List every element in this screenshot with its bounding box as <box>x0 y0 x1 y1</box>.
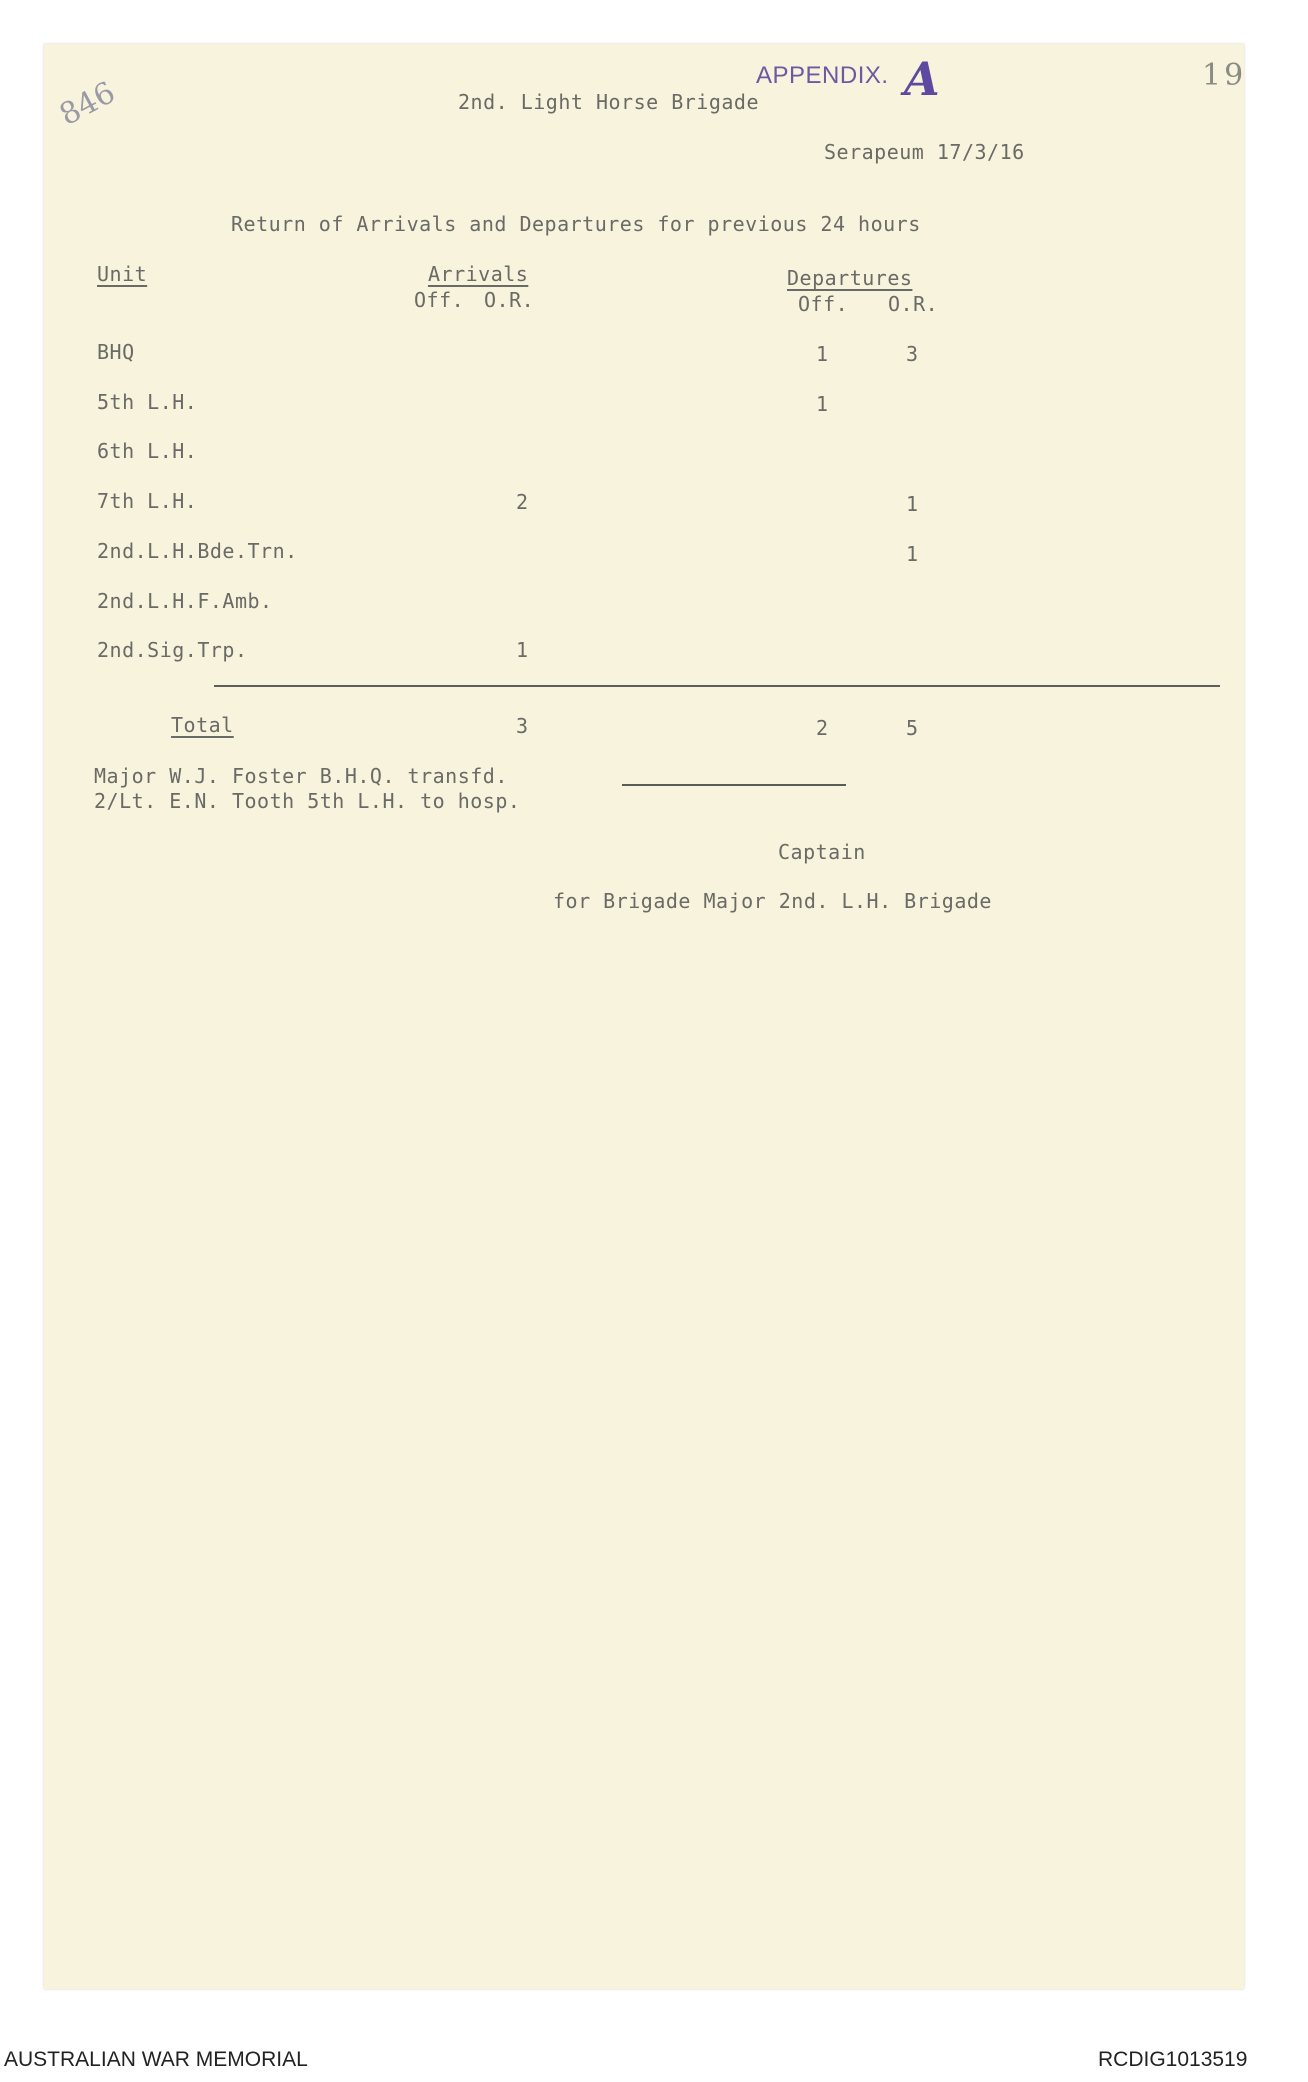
appendix-stamp: APPENDIX. <box>756 62 889 89</box>
row-unit: 7th L.H. <box>97 489 198 513</box>
footer-left: AUSTRALIAN WAR MEMORIAL <box>4 2048 308 2071</box>
note-line: Major W.J. Foster B.H.Q. transfd. <box>94 764 508 788</box>
row-unit: BHQ <box>97 340 135 364</box>
folio-number: 846 <box>54 75 121 133</box>
brigade-heading: 2nd. Light Horse Brigade <box>458 90 759 114</box>
departures-heading: Departures <box>787 266 913 290</box>
return-title: Return of Arrivals and Departures for previous 24 hours <box>231 212 921 236</box>
signature-line <box>622 784 846 786</box>
total-dep-or: 5 <box>906 716 919 740</box>
row-dep-off: 1 <box>816 342 829 366</box>
departures-or-heading: O.R. <box>888 292 939 316</box>
total-label: Total <box>171 713 234 737</box>
document-page <box>44 44 1247 1989</box>
footer-right: RCDIG1013519 <box>1098 2048 1248 2071</box>
row-unit: 6th L.H. <box>97 439 198 463</box>
row-unit: 2nd.L.H.F.Amb. <box>97 589 273 613</box>
row-dep-or: 1 <box>906 492 919 516</box>
arrivals-or-heading: O.R. <box>484 288 535 312</box>
row-unit: 5th L.H. <box>97 390 198 414</box>
row-dep-off: 1 <box>816 392 829 416</box>
row-unit: 2nd.Sig.Trp. <box>97 638 248 662</box>
total-rule <box>214 685 1220 687</box>
arrivals-off-heading: Off. <box>414 288 465 312</box>
row-unit: 2nd.L.H.Bde.Trn. <box>97 539 298 563</box>
appendix-letter: A <box>904 52 940 106</box>
row-dep-or: 3 <box>906 342 919 366</box>
row-arr-or: 1 <box>516 638 529 662</box>
note-line: 2/Lt. E.N. Tooth 5th L.H. to hosp. <box>94 789 521 813</box>
signature-for-line: for Brigade Major 2nd. L.H. Brigade <box>553 889 992 913</box>
total-arr-or: 3 <box>516 714 529 738</box>
row-dep-or: 1 <box>906 542 919 566</box>
unit-heading: Unit <box>97 262 148 286</box>
row-arr-or: 2 <box>516 490 529 514</box>
total-dep-off: 2 <box>816 716 829 740</box>
arrivals-heading: Arrivals <box>428 262 529 286</box>
signature-rank: Captain <box>778 840 866 864</box>
page-number: 19 <box>1202 58 1247 93</box>
departures-off-heading: Off. <box>798 292 849 316</box>
place-date: Serapeum 17/3/16 <box>824 140 1025 164</box>
